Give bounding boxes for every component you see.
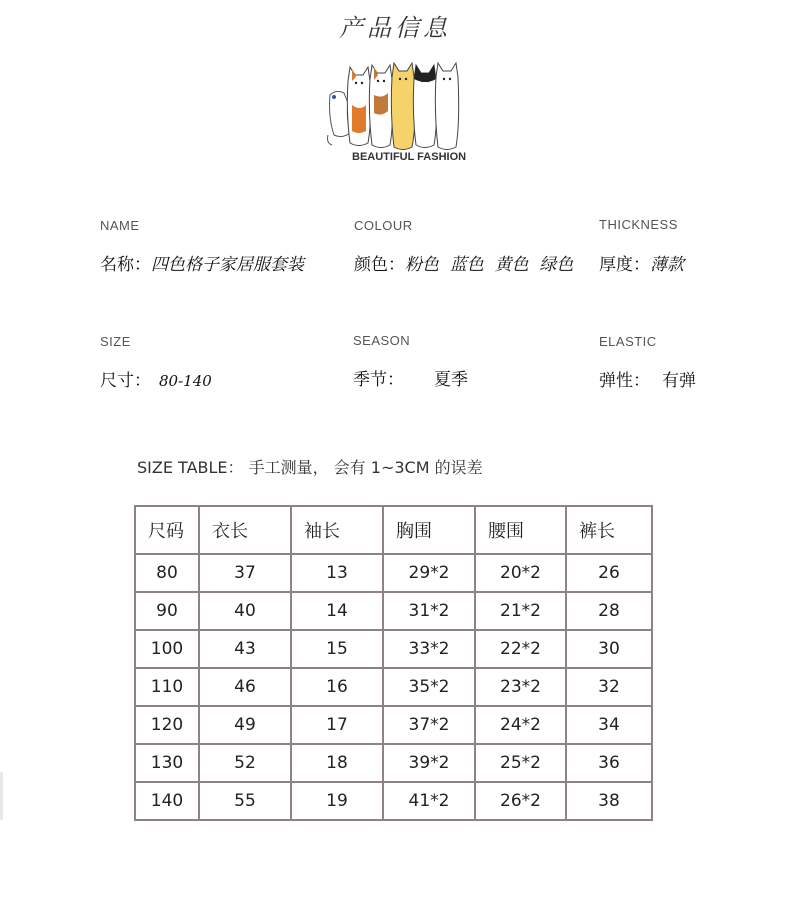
table-cell: 26	[566, 554, 652, 592]
table-header: 袖长	[291, 506, 383, 554]
table-cell: 24*2	[475, 706, 566, 744]
table-cell: 39*2	[383, 744, 475, 782]
size-label-en: SIZE	[100, 334, 131, 349]
cat-blue-icon	[328, 91, 351, 145]
table-cell: 110	[135, 668, 199, 706]
name-label-cn: 名称：	[100, 255, 151, 275]
table-cell: 29*2	[383, 554, 475, 592]
table-cell: 15	[291, 630, 383, 668]
table-row	[135, 706, 652, 744]
table-cell: 13	[291, 554, 383, 592]
table-cell: 35*2	[383, 668, 475, 706]
cat-yellow-icon	[391, 63, 415, 150]
table-cell: 140	[135, 782, 199, 820]
table-cell: 90	[135, 592, 199, 630]
size-table-caption: SIZE TABLE： 手工测量， 会有 1~3CM 的误差	[137, 458, 483, 477]
table-cell: 19	[291, 782, 383, 820]
table-header: 衣长	[199, 506, 291, 554]
season-field	[353, 365, 468, 390]
name-value: 四色格子家居服套装	[151, 255, 304, 275]
elastic-label-en: ELASTIC	[599, 334, 657, 349]
table-cell: 34	[566, 706, 652, 744]
table-cell: 41*2	[383, 782, 475, 820]
table-cell: 49	[199, 706, 291, 744]
table-cell: 38	[566, 782, 652, 820]
table-cell: 23*2	[475, 668, 566, 706]
name-field	[100, 250, 304, 275]
table-header: 腰围	[475, 506, 566, 554]
table-cell: 16	[291, 668, 383, 706]
table-cell: 26*2	[475, 782, 566, 820]
colour-value: 粉色 蓝色 黄色 绿色	[405, 255, 574, 275]
size-field	[100, 366, 212, 391]
page-title: 产品信息	[339, 14, 451, 42]
table-cell: 100	[135, 630, 199, 668]
table-cell: 55	[199, 782, 291, 820]
table-cell: 43	[199, 630, 291, 668]
thickness-value: 薄款	[650, 255, 684, 275]
table-cell: 80	[135, 554, 199, 592]
table-header: 胸围	[383, 506, 475, 554]
cat-white-icon	[435, 63, 458, 150]
thickness-label-en: THICKNESS	[599, 217, 678, 232]
table-row	[135, 782, 652, 820]
table-row	[135, 630, 652, 668]
table-row	[135, 668, 652, 706]
name-label-en: NAME	[100, 218, 140, 233]
size-value: 80-140	[159, 372, 212, 390]
table-cell: 33*2	[383, 630, 475, 668]
table-row	[135, 554, 652, 592]
size-label-cn: 尺寸：	[100, 371, 151, 391]
table-cell: 130	[135, 744, 199, 782]
table-cell: 25*2	[475, 744, 566, 782]
thickness-label-cn: 厚度：	[599, 255, 650, 275]
brand-text: BEAUTIFUL FASHION	[352, 151, 467, 163]
table-header-row	[135, 506, 652, 554]
table-cell: 18	[291, 744, 383, 782]
table-row	[135, 592, 652, 630]
table-cell: 37	[199, 554, 291, 592]
table-cell: 17	[291, 706, 383, 744]
table-cell: 30	[566, 630, 652, 668]
table-row	[135, 744, 652, 782]
table-cell: 40	[199, 592, 291, 630]
table-cell: 52	[199, 744, 291, 782]
elastic-field	[599, 366, 696, 391]
table-cell: 120	[135, 706, 199, 744]
table-header: 裤长	[566, 506, 652, 554]
cat-orange-icon	[347, 67, 370, 146]
table-cell: 20*2	[475, 554, 566, 592]
table-cell: 36	[566, 744, 652, 782]
table-cell: 21*2	[475, 592, 566, 630]
colour-field	[354, 250, 573, 275]
edge-divider	[0, 772, 3, 820]
table-cell: 46	[199, 668, 291, 706]
thickness-field	[599, 250, 684, 275]
size-table	[134, 505, 653, 821]
table-cell: 37*2	[383, 706, 475, 744]
colour-label-en: COLOUR	[354, 218, 413, 233]
colour-label-cn: 颜色：	[354, 255, 405, 275]
table-cell: 22*2	[475, 630, 566, 668]
table-cell: 32	[566, 668, 652, 706]
elastic-label-cn: 弹性：	[599, 371, 650, 391]
season-label-cn: 季节：	[353, 370, 404, 390]
cat-tuxedo-icon	[413, 65, 436, 148]
table-cell: 28	[566, 592, 652, 630]
table-header: 尺码	[135, 506, 199, 554]
cat-calico-icon	[369, 65, 392, 148]
table-cell: 31*2	[383, 592, 475, 630]
elastic-value: 有弹	[662, 371, 696, 391]
season-label-en: SEASON	[353, 333, 411, 348]
table-cell: 14	[291, 592, 383, 630]
season-value: 夏季	[434, 370, 468, 390]
